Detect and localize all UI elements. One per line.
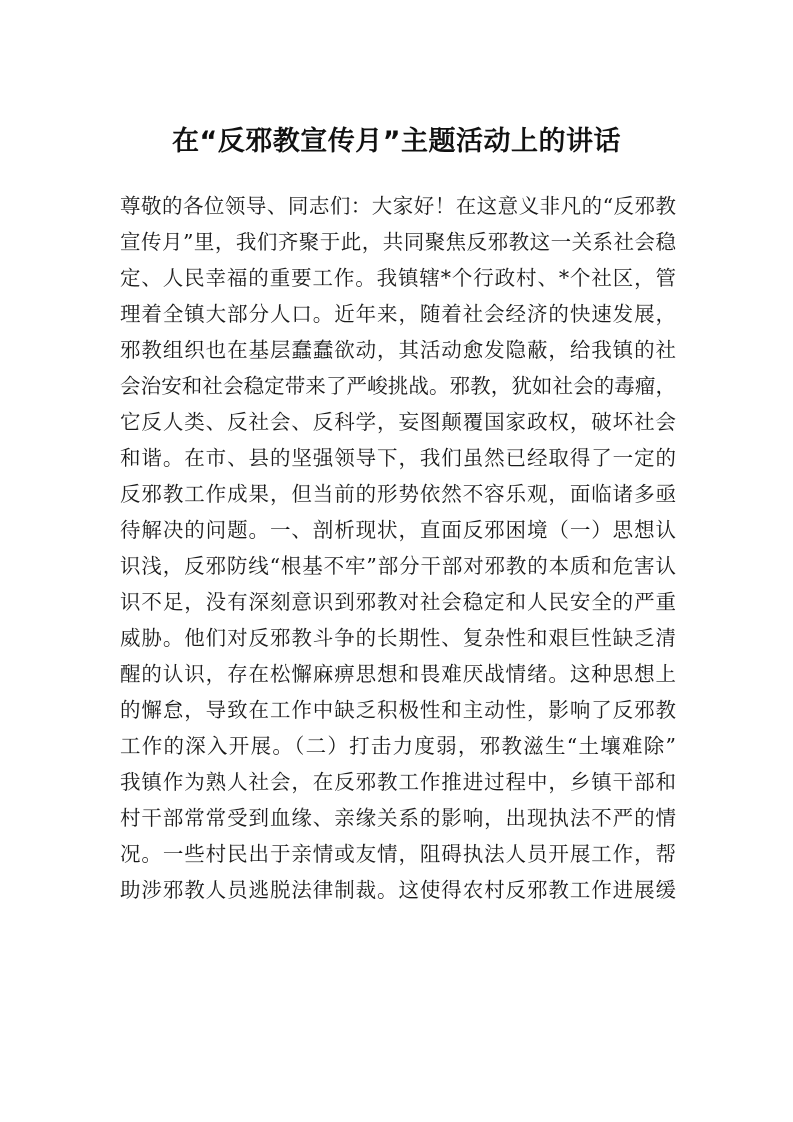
body-line: 反邪教工作成果，但当前的形势依然不容乐观，面临诸多亟 — [120, 482, 676, 506]
body-line: 和谐。在市、县的坚强领导下，我们虽然已经取得了一定的 — [120, 446, 676, 470]
body-line: 会治安和社会稳定带来了严峻挑战。邪教，犹如社会的毒瘤， — [120, 374, 676, 398]
body-line: 定、人民幸福的重要工作。我镇辖*个行政村、*个社区，管 — [120, 266, 676, 290]
body-line: 我镇作为熟人社会，在反邪教工作推进过程中，乡镇干部和 — [120, 770, 676, 794]
body-line: 醒的认识，存在松懈麻痹思想和畏难厌战情绪。这种思想上 — [120, 662, 676, 686]
body-line: 助涉邪教人员逃脱法律制裁。这使得农村反邪教工作进展缓 — [120, 878, 676, 902]
document-body — [120, 188, 676, 908]
body-line: 况。一些村民出于亲情或友情，阻碍执法人员开展工作，帮 — [120, 842, 676, 866]
body-line: 它反人类、反社会、反科学，妄图颠覆国家政权，破坏社会 — [120, 410, 676, 434]
body-line: 宣传月”里，我们齐聚于此，共同聚焦反邪教这一关系社会稳 — [120, 230, 676, 254]
body-line: 理着全镇大部分人口。近年来，随着社会经济的快速发展， — [120, 302, 676, 326]
body-line: 邪教组织也在基层蠢蠢欲动，其活动愈发隐蔽，给我镇的社 — [120, 338, 676, 362]
body-line: 识浅，反邪防线“根基不牢”部分干部对邪教的本质和危害认 — [120, 554, 676, 578]
body-line: 识不足，没有深刻意识到邪教对社会稳定和人民安全的严重 — [120, 590, 676, 614]
document-title: 在“反邪教宣传月”主题活动上的讲话 — [172, 126, 621, 157]
body-line: 待解决的问题。一、剖析现状，直面反邪困境（一）思想认 — [120, 518, 676, 542]
body-line: 尊敬的各位领导、同志们：大家好！在这意义非凡的“反邪教 — [120, 194, 676, 218]
body-line: 的懈怠，导致在工作中缺乏积极性和主动性，影响了反邪教 — [120, 698, 676, 722]
body-line: 威胁。他们对反邪教斗争的长期性、复杂性和艰巨性缺乏清 — [120, 626, 676, 650]
body-line: 工作的深入开展。（二）打击力度弱，邪教滋生“土壤难除” — [120, 734, 676, 758]
body-line: 村干部常常受到血缘、亲缘关系的影响，出现执法不严的情 — [120, 806, 676, 830]
